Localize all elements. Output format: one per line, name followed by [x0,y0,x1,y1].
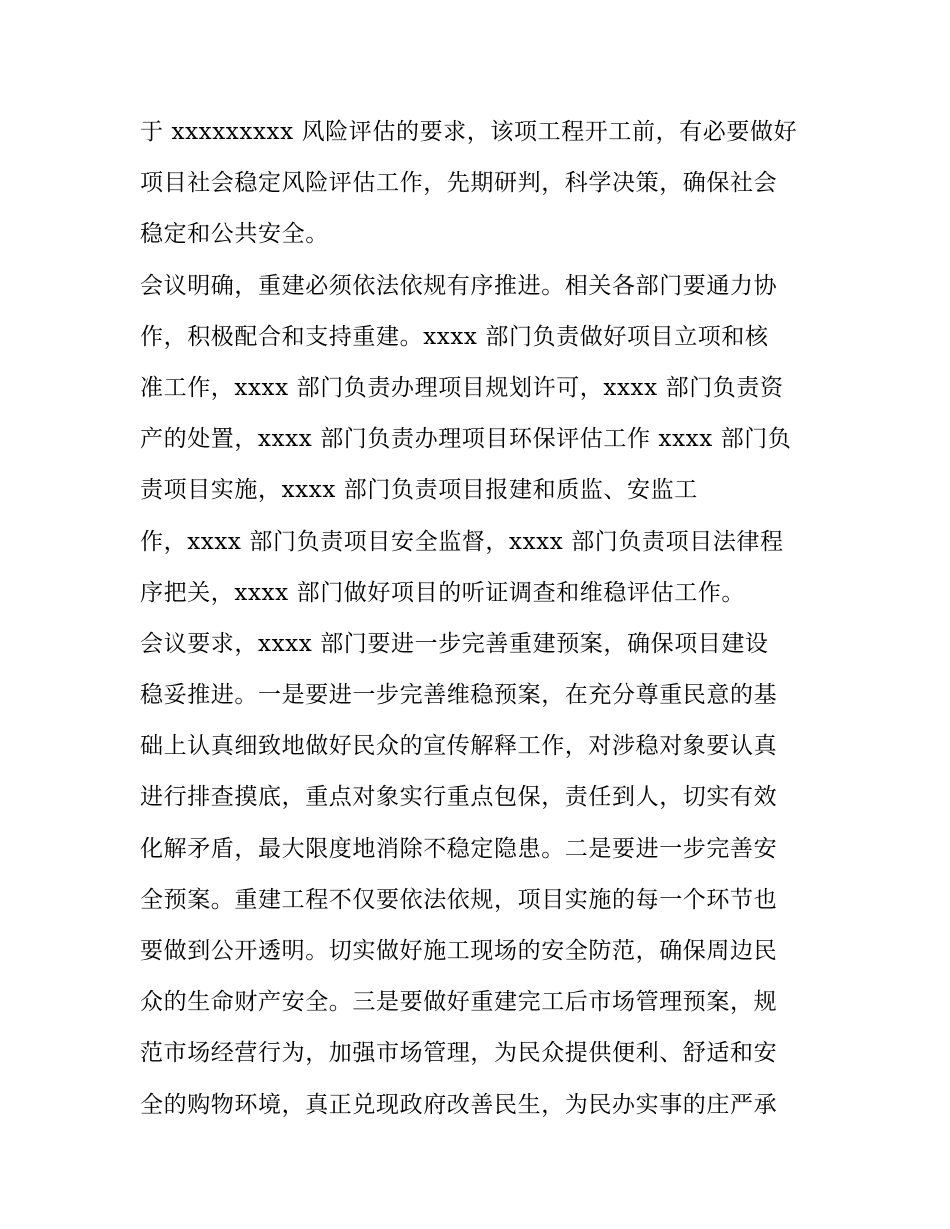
body-text [140,107,830,1131]
text-line: 准工作，xxxx 部门负责办理项目规划许可，xxxx 部门负责资 [140,374,784,401]
text-line: 全预案。重建工程不仅要依法依规，项目实施的每一个环节也 [140,886,778,913]
text-line: 责项目实施，xxxx 部门负责项目报建和质监、安监工 [140,477,698,504]
text-line: 序把关，xxxx 部门做好项目的听证调查和维稳评估工作。 [140,579,745,606]
text-line: 要做到公开透明。切实做好施工现场的安全防范，确保周边民 [140,938,778,964]
text-line: 产的处置，xxxx 部门负责办理项目环保评估工作 xxxx 部门负 [140,426,792,453]
text-line: 稳妥推进。一是要进一步完善维稳预案，在充分尊重民意的基 [140,682,778,709]
text-line: 作，积极配合和支持重建。xxxx 部门负责做好项目立项和核 [140,323,769,350]
text-line: 项目社会稳定风险评估工作，先期研判，科学决策，确保社会 [140,170,778,197]
text-line: 范市场经营行为，加强市场管理，为民众提供便利、舒适和安 [140,1040,778,1067]
text-line: 化解矛盾，最大限度地消除不稳定隐患。二是要进一步完善安 [140,835,778,862]
text-line: 进行排查摸底，重点对象实行重点包保，责任到人，切实有效 [140,784,778,811]
text-line: 众的生命财产安全。三是要做好重建完工后市场管理预案，规 [140,989,778,1016]
text-line: 础上认真细致地做好民众的宣传解释工作，对涉稳对象要认真 [140,733,778,760]
text-line: 于 xxxxxxxxx 风险评估的要求，该项工程开工前，有必要做好 [140,119,798,145]
text-line: 全的购物环境，真正兑现政府改善民生，为民办实事的庄严承 [140,1091,778,1118]
text-line: 会议明确，重建必须依法依规有序推进。相关各部门要通力协 [140,272,778,299]
text-line: 作，xxxx 部门负责项目安全监督，xxxx 部门负责项目法律程 [140,528,784,555]
text-line: 会议要求，xxxx 部门要进一步完善重建预案，确保项目建设 [140,630,769,657]
text-line: 稳定和公共安全。 [140,221,329,248]
